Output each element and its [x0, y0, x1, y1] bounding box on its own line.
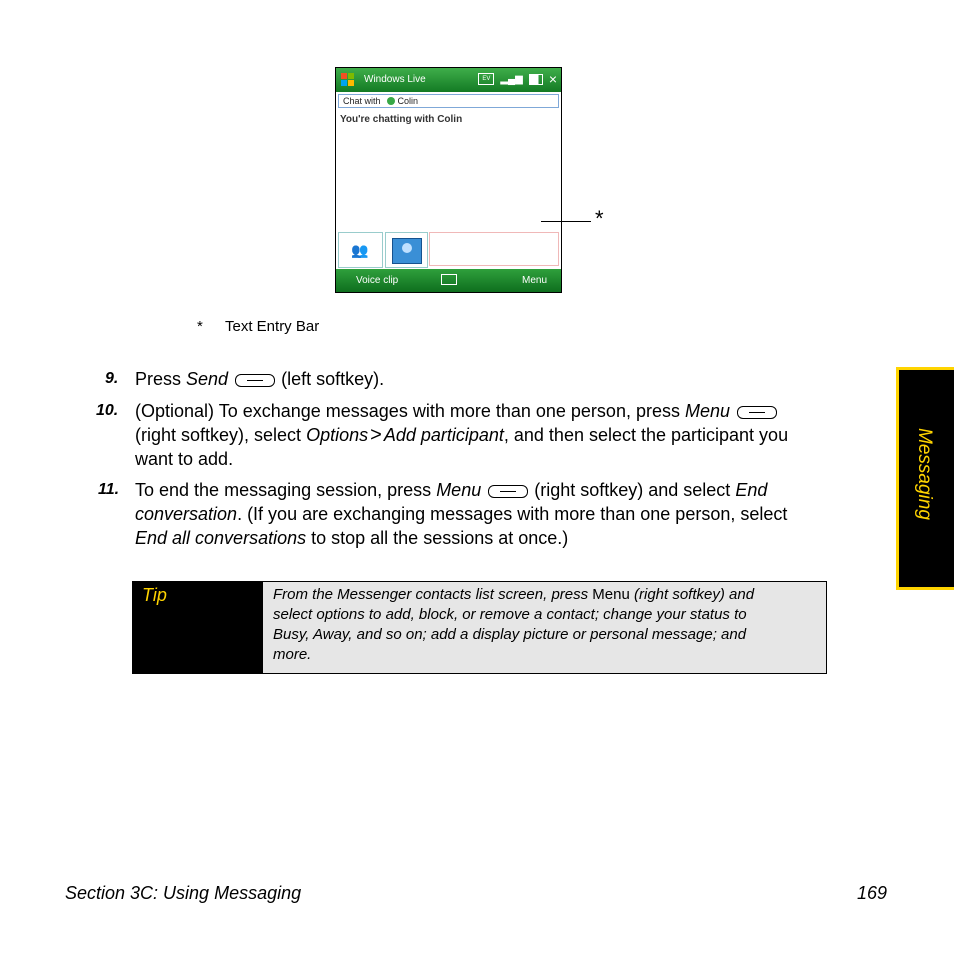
step-10-line-3: want to add.	[135, 449, 234, 469]
step-text: , and then select the participant you	[503, 425, 789, 445]
conversation-label: conversation	[135, 504, 238, 524]
step-number: 11.	[98, 481, 120, 498]
section-side-tab	[896, 367, 954, 590]
step-text: . (If you are exchanging messages with more than one person, select	[237, 504, 788, 524]
step-text: (right softkey) and select	[534, 480, 731, 500]
callout-marker: *	[595, 206, 604, 231]
text-entry-bar[interactable]	[429, 232, 559, 266]
step-number: 10.	[96, 402, 119, 419]
phone-screenshot	[335, 67, 562, 293]
figure-caption	[197, 318, 319, 335]
step-text: to stop all the sessions at once.)	[311, 528, 569, 548]
caption-marker: *	[197, 318, 203, 335]
menu-separator: >	[370, 424, 382, 446]
chat-with-bar	[338, 94, 559, 108]
step-text: Press	[135, 369, 182, 389]
tip-box	[132, 581, 827, 674]
display-picture[interactable]	[385, 232, 428, 268]
send-key-label: Send	[186, 369, 229, 389]
battery-icon	[529, 74, 543, 85]
tip-body	[273, 585, 813, 665]
step-10-line-1	[135, 399, 783, 423]
options-label: Options	[306, 425, 369, 445]
step-10-line-2	[135, 423, 788, 447]
step-number: 9.	[105, 370, 119, 387]
input-row	[338, 231, 559, 268]
callout-line	[541, 221, 591, 222]
side-tab-label: Messaging	[914, 428, 935, 520]
phone-app-title: Windows Live	[364, 74, 426, 85]
step-9	[135, 367, 384, 391]
phone-title-bar	[336, 68, 561, 92]
keyboard-icon[interactable]	[441, 274, 457, 285]
step-text: (right softkey), select	[135, 425, 302, 445]
contact-name: Colin	[397, 96, 419, 106]
softkey-bar	[336, 269, 561, 292]
step-text: (left softkey).	[281, 369, 385, 389]
step-text: (Optional) To exchange messages with more than one person, press	[135, 401, 680, 421]
left-softkey[interactable]: Voice clip	[356, 275, 399, 286]
end-label: End	[735, 480, 768, 500]
close-icon[interactable]: ×	[548, 71, 557, 87]
avatar	[392, 238, 422, 264]
menu-key-label: Menu	[684, 401, 731, 421]
step-11-line-3	[135, 526, 568, 550]
softkey-icon	[737, 406, 777, 419]
contacts-button[interactable]	[338, 232, 383, 268]
windows-logo-icon	[341, 73, 355, 87]
add-participant-label: Add participant	[383, 425, 504, 445]
ev-network-icon: EV	[478, 73, 494, 85]
tip-text: (right softkey) and	[634, 586, 755, 603]
menu-key-label: Menu	[436, 480, 482, 500]
step-text: To end the messaging session, press	[135, 480, 432, 500]
tip-text: Busy, Away, and so on; add a display picture or personal message; and	[273, 626, 747, 643]
end-all-label: End all conversations	[135, 528, 307, 548]
tip-label-panel	[133, 582, 263, 673]
chat-status-text: You're chatting with Colin	[340, 114, 463, 125]
people-icon: 👥	[351, 242, 369, 258]
step-11-line-1	[135, 478, 767, 502]
tip-text: From the Messenger contacts list screen, press	[273, 586, 589, 603]
tip-menu-label: Menu	[592, 586, 630, 603]
step-11-line-2	[135, 502, 787, 526]
tip-text: select options to add, block, or remove a contact; change your status to	[273, 606, 747, 623]
chat-with-label: Chat with	[343, 96, 381, 106]
footer-section: Section 3C: Using Messaging	[65, 883, 302, 903]
page-number: 169	[857, 883, 888, 903]
tip-text: more.	[273, 646, 312, 663]
tip-label: Tip	[142, 585, 167, 605]
buddy-icon	[387, 97, 395, 105]
caption-text: Text Entry Bar	[225, 318, 320, 335]
softkey-icon	[488, 485, 528, 498]
signal-icon: ▂▄▆	[500, 73, 523, 85]
right-softkey[interactable]: Menu	[521, 275, 547, 286]
softkey-icon	[235, 374, 275, 387]
